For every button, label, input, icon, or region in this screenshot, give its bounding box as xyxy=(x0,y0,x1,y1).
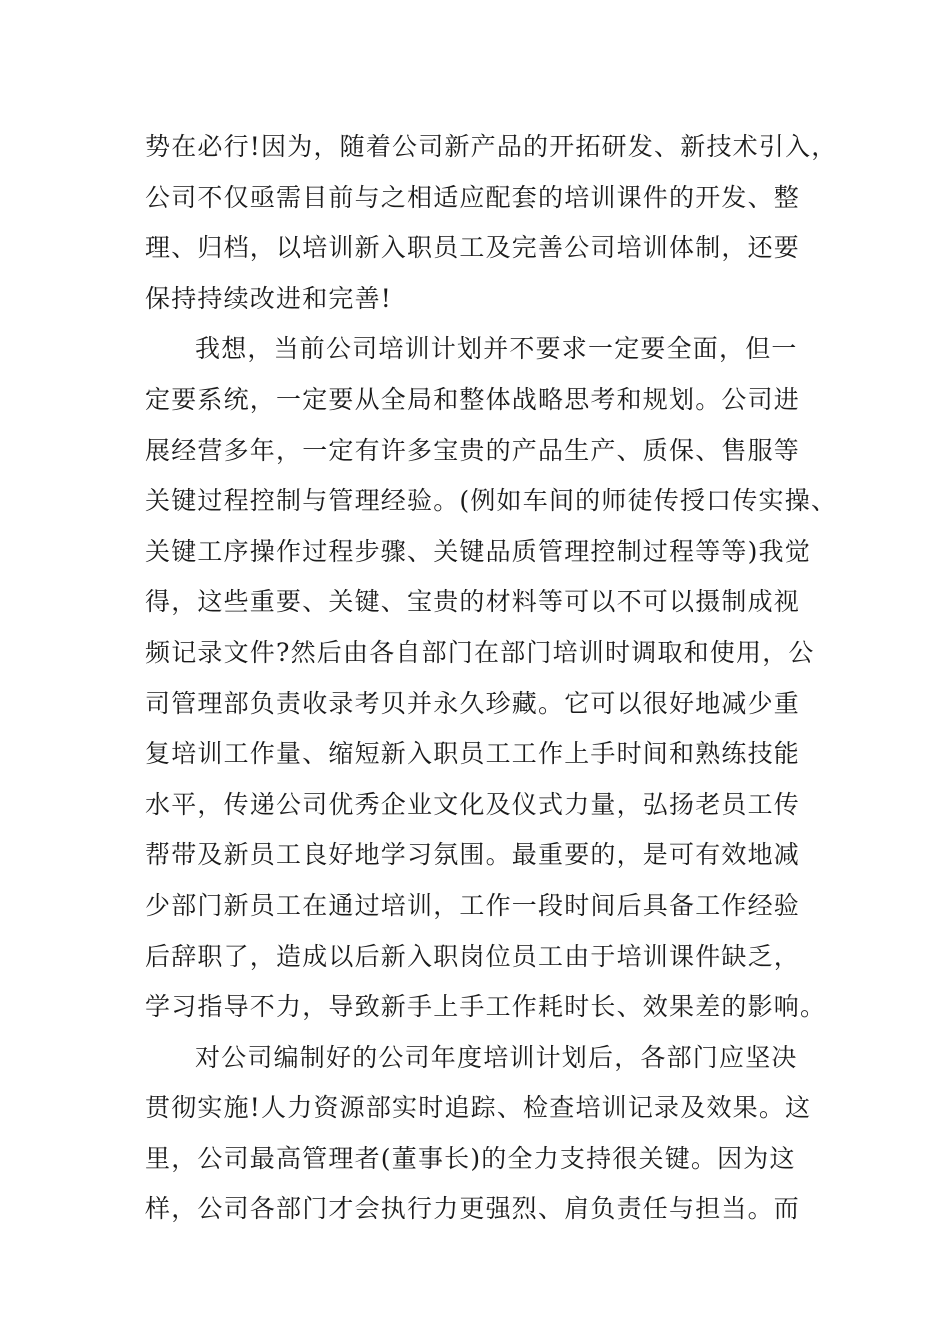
text-line: 关键过程控制与管理经验。(例如车间的师徒传授口传实操、 xyxy=(145,486,838,516)
text-line: 理、归档，以培训新入职员工及完善公司培训体制，还要 xyxy=(145,233,801,263)
text-line: 得，这些重要、关键、宝贵的材料等可以不可以摄制成视 xyxy=(145,587,801,617)
text-line: 定要系统，一定要从全局和整体战略思考和规划。公司进 xyxy=(145,384,801,414)
paragraph-2 xyxy=(145,324,838,1032)
text-line: 水平，传递公司优秀企业文化及仪式力量，弘扬老员工传 xyxy=(145,789,801,819)
text-line: 对公司编制好的公司年度培训计划后，各部门应坚决 xyxy=(195,1042,798,1072)
text-line: 里，公司最高管理者(董事长)的全力支持很关键。因为这 xyxy=(145,1143,796,1173)
document-body xyxy=(145,122,838,1235)
text-line: 我想，当前公司培训计划并不要求一定要全面，但一 xyxy=(195,334,798,364)
text-line: 势在必行!因为，随着公司新产品的开拓研发、新技术引入， xyxy=(145,132,838,161)
text-line: 后辞职了，造成以后新入职岗位员工由于培训课件缺乏， xyxy=(145,941,801,971)
text-line: 少部门新员工在通过培训，工作一段时间后具备工作经验 xyxy=(145,890,801,920)
text-line: 保持持续改进和完善! xyxy=(145,283,393,313)
text-line: 样，公司各部门才会执行力更强烈、肩负责任与担当。而 xyxy=(145,1194,801,1224)
text-line: 关键工序操作过程步骤、关键品质管理控制过程等等)我觉 xyxy=(145,536,811,566)
text-line: 复培训工作量、缩短新入职员工工作上手时间和熟练技能 xyxy=(145,739,801,769)
text-line: 学习指导不力，导致新手上手工作耗时长、效果差的影响。 xyxy=(145,992,827,1022)
text-line: 司管理部负责收录考贝并永久珍藏。它可以很好地减少重 xyxy=(145,688,801,718)
text-line: 频记录文件?然后由各自部门在部门培训时调取和使用，公 xyxy=(145,637,815,667)
text-line: 贯彻实施!人力资源部实时追踪、检查培训记录及效果。这 xyxy=(145,1093,812,1123)
text-line: 展经营多年，一定有许多宝贵的产品生产、质保、售服等 xyxy=(145,435,801,465)
text-line: 公司不仅亟需目前与之相适应配套的培训课件的开发、整 xyxy=(145,182,801,212)
paragraph-3 xyxy=(145,1033,812,1235)
text-line: 帮带及新员工良好地学习氛围。最重要的，是可有效地减 xyxy=(145,840,801,870)
paragraph-1 xyxy=(145,122,838,324)
